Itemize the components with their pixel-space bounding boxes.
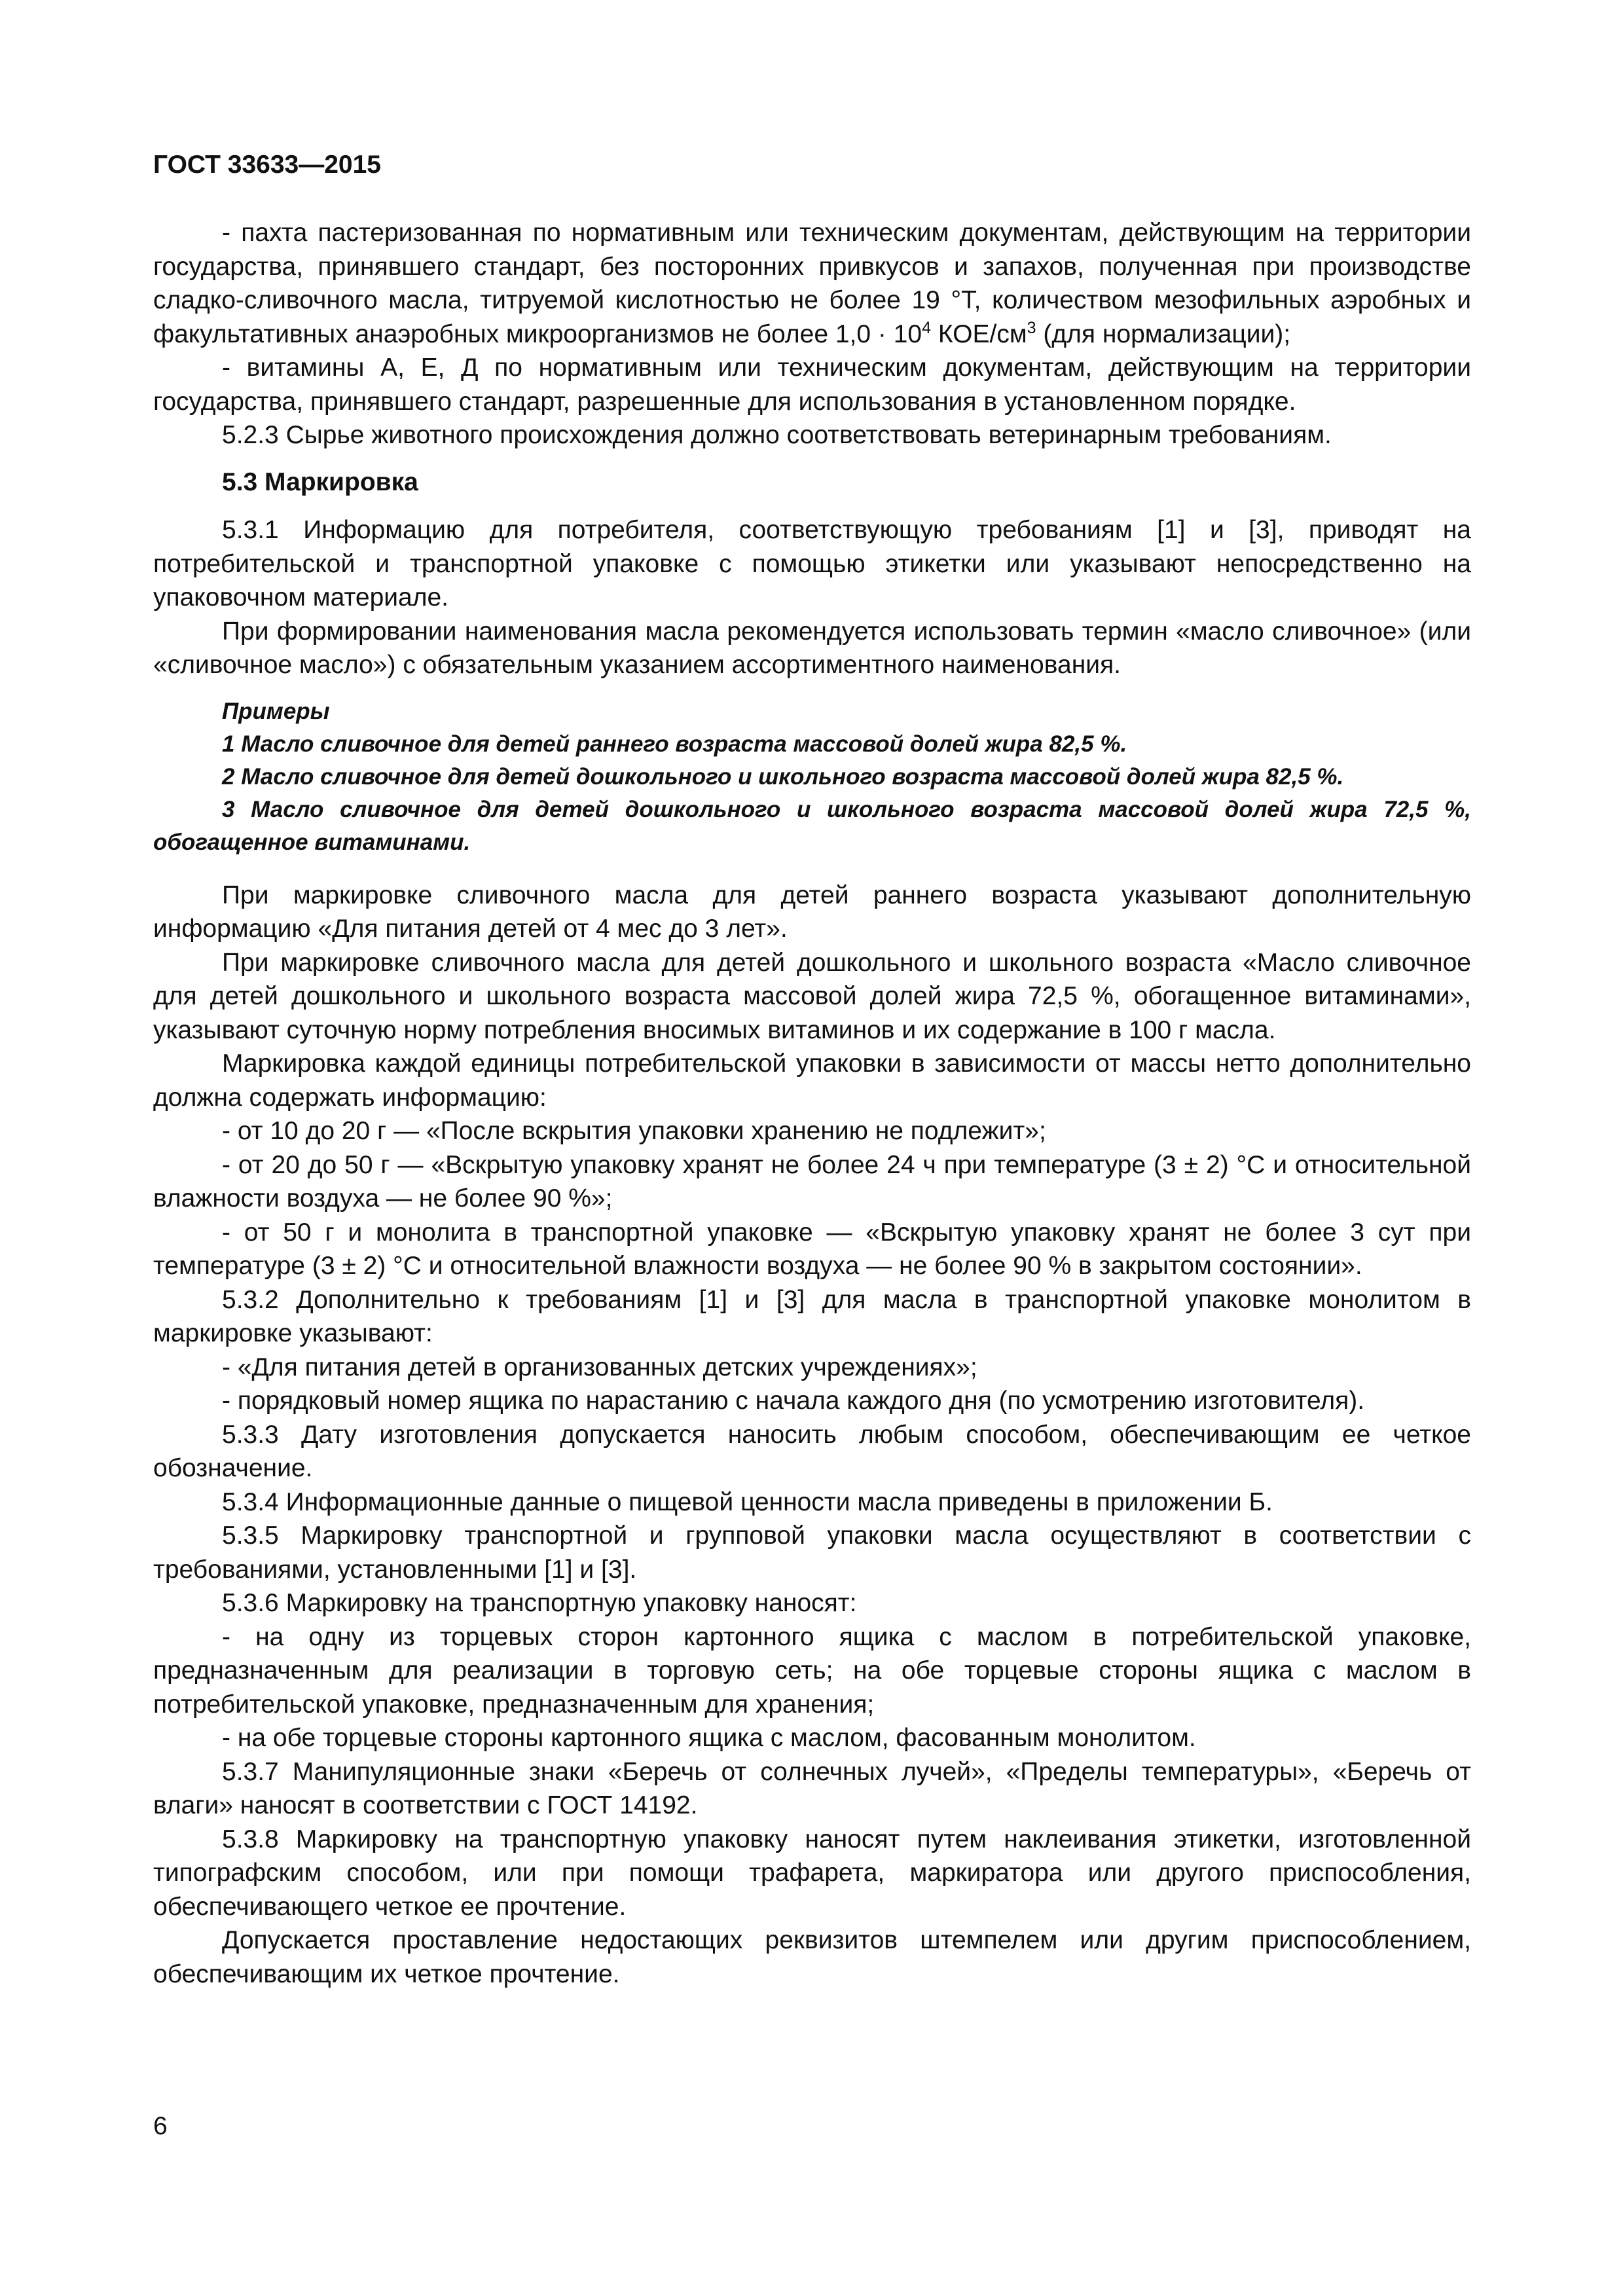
paragraph-school-age: При маркировке сливочного масла для детей дошкольного и школьного возраста «Масло сливочное для детей дошкольного и школьного возраста массовой долей жира 72,5 %, обогащенное витаминами», указывают суточную норму потребления вносимых витаминов и их содержание в 100 г масла. [153,948,1471,1044]
paragraph-5-3-6: 5.3.6 Маркировку на транспортную упаковку наносят: [222,1589,857,1617]
examples-title: Примеры [222,698,330,724]
list-item-end-side: - на одну из торцевых сторон картонного ящика с маслом в потребительской упаковке, предназначенным для реализации в торговую сеть; на обе торцевые стороны ящика с маслом в потребительской упаковке, предназначенным для хранения; [153,1622,1471,1719]
section-title-5-3: 5.3 Маркировка [222,467,418,496]
paragraph-5-3-1: 5.3.1 Информацию для потребителя, соответствующую требованиям [1] и [3], приводят на потребительской и транспортной упаковке с помощью этикетки или указывают непосредственно на упаковочном материале. [153,516,1471,611]
list-item-both-sides: - на обе торцевые стороны картонного ящика с маслом, фасованным монолитом. [222,1724,1196,1752]
example-2: 2 Масло сливочное для детей дошкольного и школьного возраста массовой долей жира 82,5 %. [222,763,1344,790]
paragraph-missing-details: Допускается проставление недостающих реквизитов штемпелем или другим приспособлением, обеспечивающим их четкое прочтение. [153,1926,1471,1988]
paragraph-5-3-8: 5.3.8 Маркировку на транспортную упаковку наносят путем наклеивания этикетки, изготовленной типографским способом, или при помощи трафарета, маркиратора или другого приспособления, обеспечивающего четкое ее прочтение. [153,1825,1471,1921]
example-3: 3 Масло сливочное для детей дошкольного и школьного возраста массовой долей жира 72,5 %, обогащенное витаминами. [153,796,1471,855]
paragraph-buttermilk-text-b: КОЕ/см [931,319,1027,348]
paragraph-vitamins: - витамины А, Е, Д по нормативным или техническим документам, действующим на территории государства, принявшего стандарт, разрешенные для использования в установленном порядке. [153,354,1471,416]
paragraph-5-3-7: 5.3.7 Манипуляционные знаки «Беречь от солнечных лучей», «Пределы температуры», «Беречь от влаги» наносят в соответствии с ГОСТ 14192. [153,1757,1471,1819]
document-body [153,216,1471,1991]
list-item-20-50g: - от 20 до 50 г — «Вскрытую упаковку хранят не более 24 ч при температуре (3 ± 2) °С и относительной влажности воздуха — не более 90 %»; [153,1150,1471,1212]
paragraph-5-2-3: 5.2.3 Сырье животного происхождения должно соответствовать ветеринарным требованиям. [222,421,1332,449]
list-item-children-institutions: - «Для питания детей в организованных детских учреждениях»; [222,1353,977,1381]
examples-block [153,695,1471,859]
paragraph-5-3-2: 5.3.2 Дополнительно к требованиям [1] и [3] для масла в транспортной упаковке монолитом в маркировке указывают: [153,1285,1471,1347]
paragraph-buttermilk-text-c: (для нормализации); [1036,319,1291,348]
superscript-3: 3 [1027,318,1036,337]
list-item-box-number: - порядковый номер ящика по нарастанию с начала каждого дня (по усмотрению изготовителя). [222,1387,1365,1415]
paragraph-early-age: При маркировке сливочного масла для детей раннего возраста указывают дополнительную информацию «Для питания детей от 4 мес до 3 лет». [153,881,1471,943]
document-header: ГОСТ 33633—2015 [153,151,381,179]
paragraph-buttermilk-text-a: - пахта пастеризованная по нормативным или техническим документам, действующим на территории государства, принявшего стандарт, без посторонних привкусов и запахов, полученная при производстве сладко-сливочного масла, титруемой кислотностью не более 19 °Т, количеством мезофильных аэробных и факультативных анаэробных микроорганизмов не более 1,0 · 10 [153,219,1471,348]
superscript-4: 4 [922,318,932,337]
paragraph-5-3-3: 5.3.3 Дату изготовления допускается наносить любым способом, обеспечивающим ее четкое обозначение. [153,1420,1471,1482]
list-item-50g-monolith: - от 50 г и монолита в транспортной упаковке — «Вскрытую упаковку хранят не более 3 сут при температуре (3 ± 2) °С и относительной влажности воздуха — не более 90 % в закрытом состоянии». [153,1218,1471,1280]
list-item-10-20g: - от 10 до 20 г — «После вскрытия упаковки хранению не подлежит»; [222,1117,1046,1145]
example-1: 1 Масло сливочное для детей раннего возраста массовой долей жира 82,5 %. [222,731,1127,757]
page-number: 6 [153,2112,168,2140]
paragraph-unit-marking: Маркировка каждой единицы потребительской упаковки в зависимости от массы нетто дополнительно должна содержать информацию: [153,1049,1471,1112]
paragraph-5-3-4: 5.3.4 Информационные данные о пищевой ценности масла приведены в приложении Б. [222,1487,1273,1516]
paragraph-buttermilk [153,216,1471,351]
paragraph-naming: При формировании наименования масла рекомендуется использовать термин «масло сливочное» (или «сливочное масло») с обязательным указанием ассортиментного наименования. [153,617,1471,679]
paragraph-5-3-5: 5.3.5 Маркировку транспортной и групповой упаковки масла осуществляют в соответствии с требованиями, установленными [1] и [3]. [153,1522,1471,1584]
